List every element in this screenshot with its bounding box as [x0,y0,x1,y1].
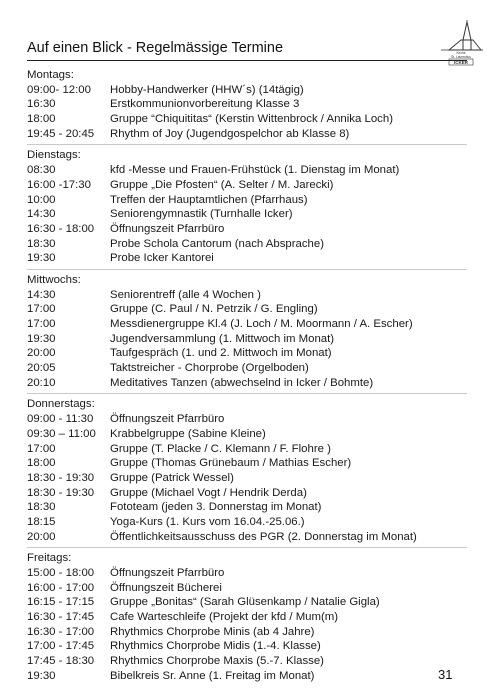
entry-description: Öffnungszeit Pfarrbüro [110,222,225,235]
schedule-entry [27,486,467,501]
entry-description: Yoga-Kurs (1. Kurs vom 16.04.-25.06.) [110,515,305,528]
schedule-entry [27,251,467,266]
entry-description: Gruppe „Bonitas“ (Sarah Glüsenkamp / Natalie Gigla) [110,596,380,609]
entry-time: 17:00 [27,442,56,455]
schedule-entry [27,361,467,376]
schedule-entry [27,427,467,442]
day-divider [27,266,467,273]
entry-time: 18:15 [27,515,56,528]
schedule-entry [27,112,467,127]
entry-time: 16:30 - 17:45 [27,611,95,624]
day-divider [27,141,467,148]
entry-description: Rhythmics Chorprobe Midis (1.-4. Klasse) [110,640,321,653]
schedule-entry [27,346,467,361]
schedule-entry [27,288,467,303]
entry-description: Jugendversammlung (1. Mittwoch im Monat) [110,332,335,345]
entry-time: 09:00 - 11:30 [27,413,94,426]
entry-description: Gruppe (Thomas Grünebaum / Mathias Escher) [110,457,352,470]
entry-description: Erstkommunionvorbereitung Klasse 3 [110,98,300,111]
entry-description: Öffentlichkeitsausschuss des PGR (2. Donnerstag im Monat) [110,530,417,543]
schedule-entry [27,163,467,178]
entry-time: 17:00 - 17:45 [27,640,95,653]
day-section [27,397,467,544]
entry-time: 19:30 [27,332,56,345]
schedule-entry [27,654,467,669]
entry-description: Taktstreicher - Chorprobe (Orgelboden) [110,362,309,375]
schedule-entry [27,412,467,427]
logo-line-1: Kirche [456,51,466,55]
entry-time: 14:30 [27,208,56,221]
entry-description: Öffnungszeit Pfarrbüro [110,567,225,579]
entry-time: 15:00 - 18:00 [27,567,95,579]
page-header [27,36,471,65]
entry-time: 18:00 [27,113,56,126]
entry-time: 16:00 - 17:00 [27,581,95,594]
entry-time: 10:00 [27,193,56,206]
day-section [27,551,467,683]
entry-time: 16:30 - 18:00 [27,222,95,235]
schedule-entry [27,317,467,332]
schedule-entry [27,625,467,640]
logo-line-3: ICKER [453,60,469,65]
schedule-entry [27,332,467,347]
entry-description: Gruppe “Chiquititas“ (Kerstin Wittenbrock / Annika Loch) [110,113,393,126]
day-label: Donnerstags: [27,398,95,411]
entry-description: Hobby-Handwerker (HHW´s) (14tägig) [110,83,304,96]
entry-description: Probe Icker Kantorei [110,252,214,265]
schedule-entry [27,207,467,222]
schedule-entry [27,193,467,208]
schedule-entry [27,302,467,317]
day-divider [27,390,467,397]
entry-description: Gruppe (T. Placke / C. Klemann / F. Flohre ) [110,442,331,455]
entry-time: 16:30 - 17:00 [27,625,95,638]
day-label: Dienstags: [27,149,81,162]
entry-time: 20:00 [27,530,56,543]
entry-description: Fototeam (jeden 3. Donnerstag im Monat) [110,501,322,514]
entry-description: Taufgespräch (1. und 2. Mittwoch im Monat) [110,347,332,360]
schedule-entry [27,639,467,654]
entry-description: Rhythm of Joy (Jugendgospelchor ab Klasse 8) [110,127,350,140]
entry-time: 18:30 - 19:30 [27,486,95,499]
entry-time: 09:30 – 11:00 [27,427,96,440]
schedule-entry [27,581,467,596]
schedule-entry [27,610,467,625]
day-section [27,68,467,141]
entry-time: 16:30 [27,98,56,111]
schedule-entry [27,566,467,581]
entry-description: Seniorengymnastik (Turnhalle Icker) [110,208,293,221]
entry-time: 20:00 [27,347,56,360]
day-section [27,273,467,391]
logo-line-2: St. Laurentius [451,55,471,59]
entry-description: Seniorentreff (alle 4 Wochen ) [110,288,261,301]
schedule-list [27,68,467,684]
entry-description: Bibelkreis Sr. Anne (1. Freitag im Monat) [110,669,315,682]
entry-description: Rhythmics Chorprobe Minis (ab 4 Jahre) [110,625,315,638]
schedule-entry [27,83,467,98]
entry-time: 09:00- 12:00 [27,83,91,96]
entry-time: 20:10 [27,376,56,389]
entry-time: 17:00 [27,318,56,330]
entry-time: 16:00 -17:30 [27,178,91,191]
entry-time: 19:30 [27,669,56,682]
schedule-entry [27,222,467,237]
schedule-entry [27,97,467,112]
entry-description: Messdienergruppe Kl.4 (J. Loch / M. Moormann / A. Escher) [110,318,413,330]
entry-time: 16:15 - 17:15 [27,596,95,609]
schedule-entry [27,515,467,530]
page-number: 31 [438,667,453,682]
entry-description: Rhythmics Chorprobe Maxis (5.-7. Klasse) [110,655,324,668]
schedule-entry [27,127,467,142]
entry-time: 17:00 [27,303,56,316]
entry-time: 18:30 [27,237,56,250]
entry-description: Probe Schola Cantorum (nach Absprache) [110,237,325,250]
day-label: Freitags: [27,552,72,565]
entry-description: Gruppe (Michael Vogt / Hendrik Derda) [110,486,307,499]
schedule-entry [27,500,467,515]
entry-description: Öffnungszeit Bücherei [110,581,222,594]
entry-time: 14:30 [27,288,56,301]
entry-description: Gruppe (C. Paul / N. Petrzik / G. Engling) [110,303,318,316]
schedule-entry [27,669,467,684]
day-divider [27,544,467,551]
schedule-entry [27,376,467,391]
entry-description: Cafe Warteschleife (Projekt der kfd / Mum(m) [110,611,339,624]
schedule-entry [27,471,467,486]
schedule-entry [27,530,467,545]
entry-time: 19:30 [27,252,56,265]
schedule-entry [27,442,467,457]
entry-description: Krabbelgruppe (Sabine Kleine) [110,427,266,440]
entry-description: Gruppe (Patrick Wessel) [110,471,234,484]
entry-description: Meditatives Tanzen (abwechselnd in Icker / Bohmte) [110,376,374,389]
entry-time: 18:00 [27,457,56,470]
entry-time: 08:30 [27,164,56,177]
header-divider [27,60,467,61]
schedule-entry [27,237,467,252]
entry-time: 19:45 - 20:45 [27,127,95,140]
entry-time: 20:05 [27,362,56,375]
schedule-entry [27,178,467,193]
entry-time: 18:30 - 19:30 [27,471,95,484]
entry-description: Gruppe „Die Pfosten“ (A. Selter / M. Jarecki) [110,178,334,191]
day-section [27,148,467,266]
day-label: Mittwochs: [27,273,81,286]
entry-description: Treffen der Hauptamtlichen (Pfarrhaus) [110,193,308,206]
entry-description: Öffnungszeit Pfarrbüro [110,413,225,426]
entry-description: kfd -Messe und Frauen-Frühstück (1. Dienstag im Monat) [110,164,400,177]
page-title: Auf einen Blick - Regelmässige Termine [27,40,284,56]
day-label: Montags: [27,69,74,81]
schedule-entry [27,456,467,471]
entry-time: 18:30 [27,501,56,514]
entry-time: 17:45 - 18:30 [27,655,95,668]
schedule-entry [27,595,467,610]
